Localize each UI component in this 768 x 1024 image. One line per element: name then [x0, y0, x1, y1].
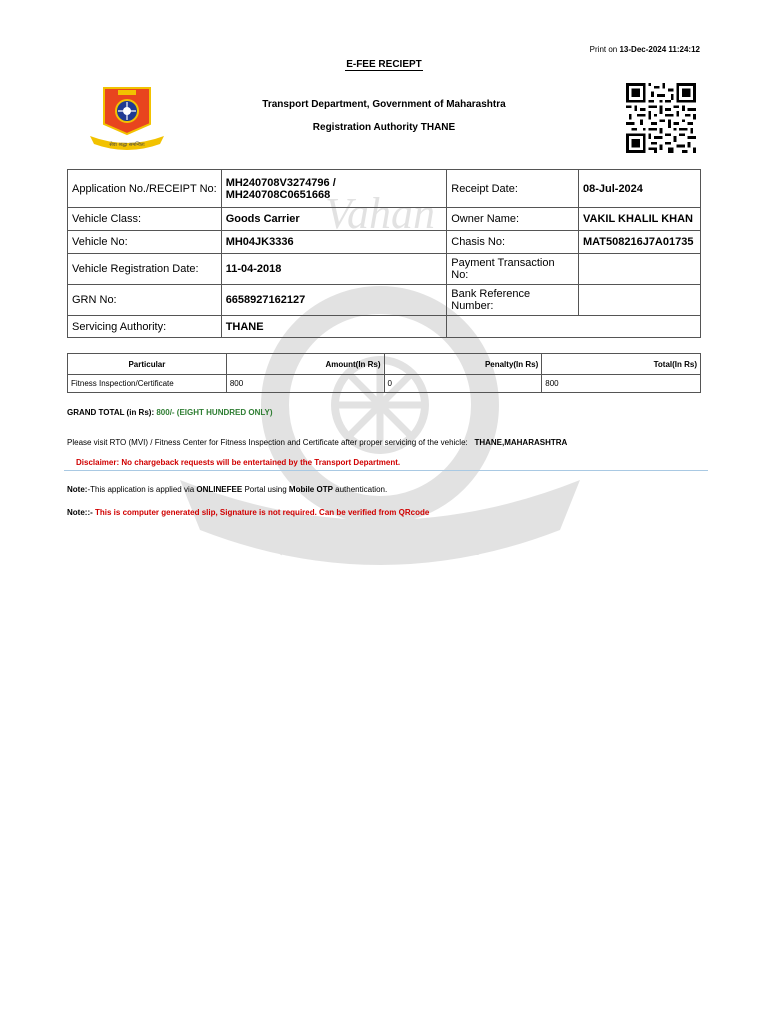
col-penalty: Penalty(In Rs) [384, 354, 542, 375]
fee-total: 800 [542, 375, 701, 393]
servicing-authority-label: Servicing Authority: [68, 316, 222, 338]
watermark-brand: Vahan [325, 189, 435, 238]
visit-location: THANE,MAHARASHTRA [474, 438, 568, 447]
emblem-motto: सेवा श्रद्धा समन्वितः [109, 142, 145, 148]
table-row [68, 231, 701, 254]
note-signature: Note::- This is computer generated slip, Signature is not required. Can be verified from QRcode [67, 508, 430, 517]
chasis-no-label: Chasis No: [447, 231, 579, 254]
department-name: Transport Department, Government of Maharashtra [262, 99, 506, 110]
qr-code-icon [626, 83, 696, 153]
receipt-title: E-FEE RECIEPT [346, 59, 422, 70]
col-amount: Amount(In Rs) [226, 354, 384, 375]
fee-header-row [68, 354, 701, 375]
fee-penalty: 0 [384, 375, 542, 393]
vehicle-no-value: MH04JK3336 [221, 231, 447, 254]
table-row [68, 285, 701, 316]
vehicle-class-label: Vehicle Class: [68, 208, 222, 231]
application-no-label: Application No./RECEIPT No: [68, 170, 222, 208]
col-particular: Particular [68, 354, 227, 375]
fee-amount: 800 [226, 375, 384, 393]
grand-total [67, 408, 273, 417]
payment-transaction-value [578, 254, 700, 285]
print-timestamp [590, 45, 700, 54]
watermark-motto: सेवा श्रध्दा समन्वितः [272, 528, 488, 563]
print-label: Print on [589, 45, 618, 54]
print-datetime: 13-Dec-2024 11:24:12 [619, 45, 700, 54]
registration-authority: Registration Authority THANE [312, 122, 456, 133]
table-row [68, 316, 701, 338]
divider [64, 470, 708, 471]
table-row [68, 254, 701, 285]
visit-instruction: Please visit RTO (MVI) / Fitness Center for Fitness Inspection and Certificate after proper servicing of the vehicle: THANE,MAHARASHTRA [67, 438, 568, 447]
registration-date-value: 11-04-2018 [221, 254, 447, 285]
vehicle-no-label: Vehicle No: [68, 231, 222, 254]
registration-date-label: Vehicle Registration Date: [68, 254, 222, 285]
grn-no-value: 6658927162127 [221, 285, 447, 316]
grn-no-label: GRN No: [68, 285, 222, 316]
grand-total-label: GRAND TOTAL (in Rs): [67, 408, 155, 417]
grand-total-value: 800/- (EIGHT HUNDRED ONLY) [156, 408, 273, 417]
chasis-no-value: MAT508216J7A01735 [578, 231, 700, 254]
servicing-authority-value: THANE [221, 316, 447, 338]
table-row [68, 170, 701, 208]
table-row [68, 375, 701, 393]
bank-reference-label: Bank Reference Number: [447, 285, 579, 316]
disclaimer: Disclaimer: No chargeback requests will be entertained by the Transport Department. [76, 458, 401, 467]
vehicle-info-table [67, 169, 701, 338]
table-row [68, 208, 701, 231]
note-otp: Note:-This application is applied via ONLINEFEE Portal using Mobile OTP authentication. [67, 485, 388, 494]
vehicle-class-value: Goods Carrier [221, 208, 447, 231]
fee-table [67, 353, 701, 393]
payment-transaction-label: Payment Transaction No: [447, 254, 579, 285]
fee-particular: Fitness Inspection/Certificate [68, 375, 227, 393]
empty-cell [447, 316, 701, 338]
owner-name-label: Owner Name: [447, 208, 579, 231]
application-no-value: MH240708V3274796 / MH240708C0651668 [221, 170, 447, 208]
rto-emblem-icon [88, 84, 166, 150]
col-total: Total(In Rs) [542, 354, 701, 375]
owner-name-value: VAKIL KHALIL KHAN [578, 208, 700, 231]
bank-reference-value [578, 285, 700, 316]
receipt-date-value: 08-Jul-2024 [578, 170, 700, 208]
receipt-date-label: Receipt Date: [447, 170, 579, 208]
